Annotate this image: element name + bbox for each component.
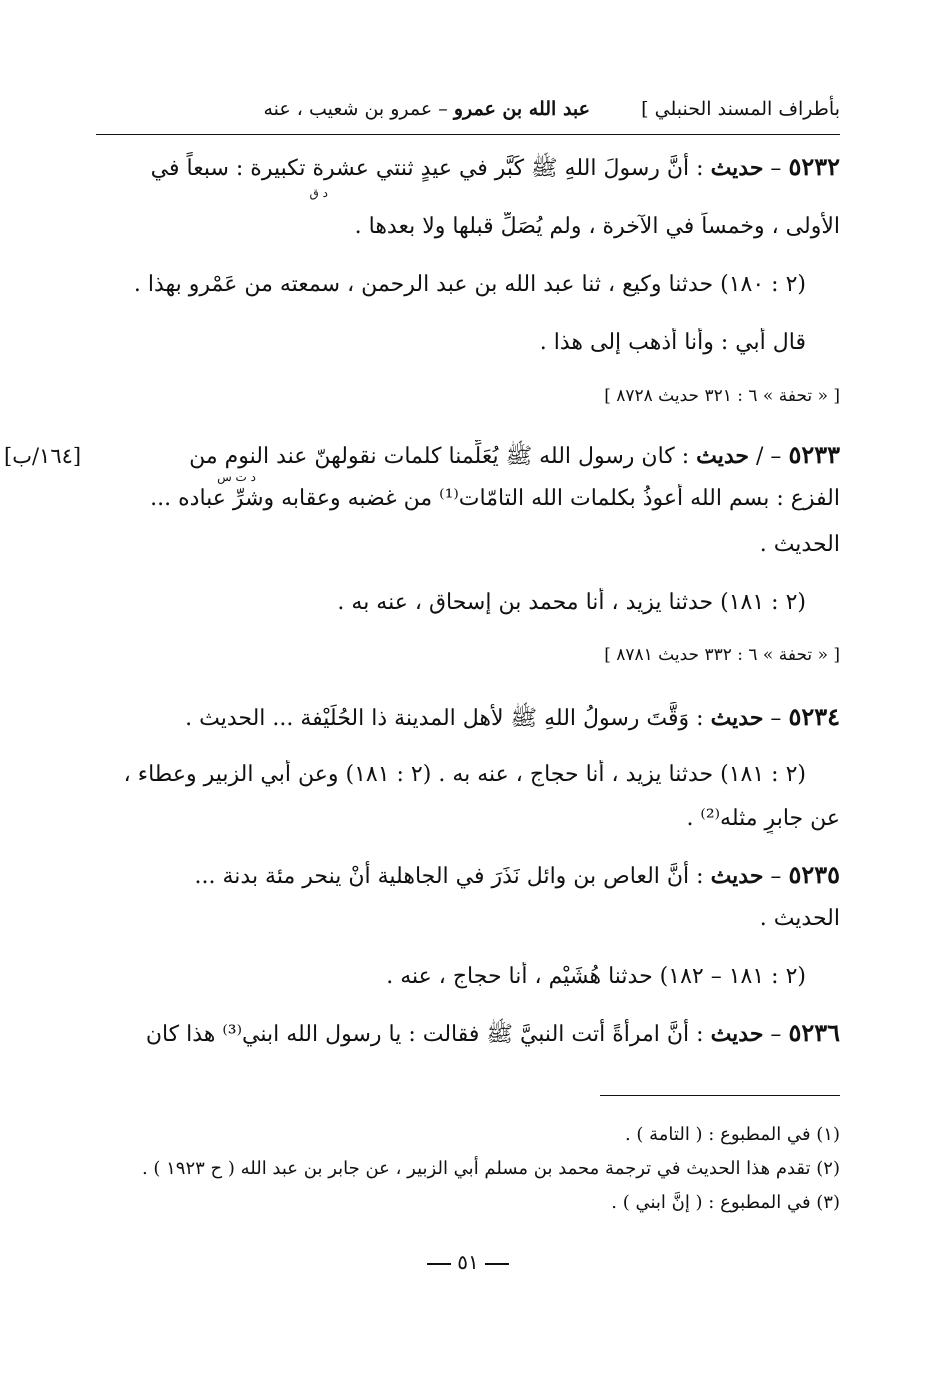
hadith-5235-line-1: ٥٢٣٥ – حديث : أنَّ العاص بن وائل نَذَرَ في الجاهلية أنْ ينحر مئة بدنة ... bbox=[194, 860, 840, 889]
hadith-number: ٥٢٣٦ bbox=[788, 1018, 840, 1047]
hadith-text: : أنَّ رسولَ اللهِ ﷺ كَبَّر في عيدٍ ثنتي عشرة تكبيرة : سبعاً في bbox=[150, 156, 711, 181]
hadith-5232-tuhfa: [ « تحفة » ٦ : ٣٢١ حديث ٨٧٢٨ ] bbox=[604, 386, 840, 406]
hadith-number: ٥٢٣٥ bbox=[788, 860, 840, 889]
hadith-keyword: حديث bbox=[710, 1021, 764, 1047]
hadith-keyword: حديث bbox=[696, 443, 750, 469]
hadith-5235-isnad: (٢ : ١٨١ – ١٨٢) حدثنا هُشَيْم ، أنا حجاج ، عنه . bbox=[386, 964, 806, 989]
hadith-text: : وَقَّتَ رسولُ اللهِ ﷺ لأهل المدينة ذا الحُلَيْفة ... الحديث . bbox=[185, 706, 711, 731]
hadith-5233-line-3: الحديث . bbox=[759, 532, 840, 557]
hadith-keyword: حديث bbox=[710, 863, 764, 889]
running-header bbox=[96, 96, 840, 130]
hadith-5235-line-2: الحديث . bbox=[759, 906, 840, 931]
hadith-text: : أنَّ امرأةً أتت النبيَّ ﷺ فقالت : يا رسول الله ابني⁽³⁾ هذا كان bbox=[145, 1022, 711, 1047]
hadith-number: ٥٢٣٢ bbox=[788, 152, 840, 181]
hadith-keyword: حديث bbox=[710, 705, 764, 731]
hadith-5233-tuhfa: [ « تحفة » ٦ : ٣٣٢ حديث ٨٧٨١ ] bbox=[604, 645, 840, 665]
footnote-2: (٢) تقدم هذا الحديث في ترجمة محمد بن مسلم أبي الزبير ، عن جابر بن عبد الله ( ح ١٩٢٣ ) . bbox=[141, 1158, 840, 1179]
hadith-keyword: حديث bbox=[710, 155, 764, 181]
hadith-5234-line-1: ٥٢٣٤ – حديث : وَقَّتَ رسولُ اللهِ ﷺ لأهل المدينة ذا الحُلَيْفة ... الحديث . bbox=[185, 702, 840, 731]
hadith-number: ٥٢٣٤ bbox=[788, 702, 840, 731]
hadith-5233-line-2: الفزع : بسم الله أعوذُ بكلمات الله التامّات⁽¹⁾ من غضبه وعقابه وشرِّ عباده ... bbox=[150, 486, 840, 511]
hadith-5234-isnad-1: (٢ : ١٨١) حدثنا يزيد ، أنا حجاج ، عنه به . (٢ : ١٨١) وعن أبي الزبير وعطاء ، bbox=[123, 762, 806, 787]
hadith-5232-line-2: الأولى ، وخمساً في الآخرة ، ولم يُصَلِّ قبلها ولا بعدها . bbox=[354, 214, 840, 239]
header-section bbox=[263, 98, 590, 120]
hadith-5233-isnad: (٢ : ١٨١) حدثنا يزيد ، أنا محمد بن إسحاق ، عنه به . bbox=[337, 590, 806, 615]
hadith-5233-sigla: د ت س bbox=[217, 470, 256, 484]
footnote-rule bbox=[600, 1095, 840, 1096]
hadith-5232-note: قال أبي : وأنا أذهب إلى هذا . bbox=[539, 330, 806, 355]
hadith-5232-sigla: د ق bbox=[309, 186, 328, 200]
hadith-5232-isnad: (٢ : ١٨٠) حدثنا وكيع ، ثنا عبد الله بن عبد الرحمن ، سمعته من عَمْرو بهذا . bbox=[133, 272, 806, 297]
page-number: ٥١ bbox=[0, 1250, 936, 1274]
hadith-5234-isnad-2: عن جابرٍ مثله⁽²⁾ . bbox=[686, 806, 840, 831]
hadith-text: : أنَّ العاص بن وائل نَذَرَ في الجاهلية أنْ ينحر مئة بدنة ... bbox=[194, 864, 711, 889]
hadith-number: ٥٢٣٣ bbox=[788, 440, 840, 469]
hadith-5233-line-1: ٥٢٣٣ – / حديث : كان رسول الله ﷺ يُعَلِّمنا كلمات نقولهنّ عند النوم من bbox=[189, 440, 840, 469]
footnote-1: (١) في المطبوع : ( التامة ) . bbox=[624, 1124, 840, 1145]
header-book-title: بأطراف المسند الحنبلي ] bbox=[641, 98, 840, 120]
footnote-3: (٣) في المطبوع : ( إنَّ ابني ) . bbox=[611, 1192, 840, 1213]
header-chain: – عمرو بن شعيب ، عنه bbox=[263, 98, 454, 120]
manuscript-folio-ref: [١٦٤/ب] bbox=[4, 444, 82, 468]
header-rule bbox=[96, 134, 840, 135]
hadith-5232-line-1: ٥٢٣٢ – حديث : أنَّ رسولَ اللهِ ﷺ كَبَّر في عيدٍ ثنتي عشرة تكبيرة : سبعاً في bbox=[150, 152, 840, 181]
hadith-5236-line-1: ٥٢٣٦ – حديث : أنَّ امرأةً أتت النبيَّ ﷺ فقالت : يا رسول الله ابني⁽³⁾ هذا كان bbox=[145, 1018, 840, 1047]
header-companion: عبد الله بن عمرو bbox=[453, 98, 590, 120]
hadith-text: : كان رسول الله ﷺ يُعَلِّمنا كلمات نقولهنّ عند النوم من bbox=[189, 444, 697, 469]
